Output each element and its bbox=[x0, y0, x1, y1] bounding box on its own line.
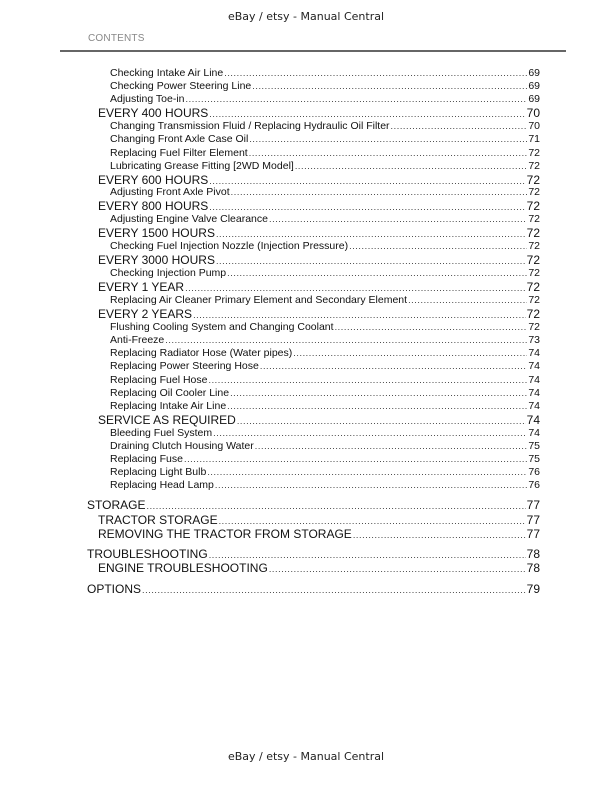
toc-entry-label: EVERY 1500 HOURS bbox=[98, 226, 215, 240]
dot-leader bbox=[269, 213, 527, 225]
toc-entry-label: REMOVING THE TRACTOR FROM STORAGE bbox=[98, 527, 352, 541]
toc-entry[interactable] bbox=[110, 334, 540, 346]
toc-entry-label: Replacing Fuel Filter Element bbox=[110, 147, 248, 159]
dot-leader bbox=[207, 466, 527, 478]
dot-leader bbox=[219, 513, 526, 527]
toc-entry-label: Checking Fuel Injection Nozzle (Injection Pressure) bbox=[110, 240, 349, 252]
toc-entry[interactable] bbox=[98, 527, 540, 541]
toc-entry[interactable] bbox=[110, 267, 540, 279]
toc-entry[interactable] bbox=[98, 561, 540, 575]
dot-leader bbox=[216, 253, 526, 267]
toc-entry[interactable] bbox=[98, 106, 540, 120]
dot-leader bbox=[260, 360, 527, 372]
toc-entry-page-number: 69 bbox=[528, 67, 540, 79]
toc-entry-label: SERVICE AS REQUIRED bbox=[98, 413, 236, 427]
dot-leader bbox=[186, 93, 528, 105]
toc-entry-label: Lubricating Grease Fitting [2WD Model] bbox=[110, 160, 294, 172]
toc-entry-page-number: 77 bbox=[526, 498, 540, 512]
toc-entry-label: Replacing Light Bulb bbox=[110, 466, 207, 478]
toc-entry-label: Replacing Oil Cooler Line bbox=[110, 387, 230, 399]
toc-entry-label: Flushing Cooling System and Changing Coolant bbox=[110, 321, 334, 333]
toc-entry-label: Checking Injection Pump bbox=[110, 267, 227, 279]
toc-entry-label: EVERY 400 HOURS bbox=[98, 106, 209, 120]
dot-leader bbox=[185, 280, 526, 294]
dot-leader bbox=[335, 321, 528, 333]
toc-entry[interactable] bbox=[110, 360, 540, 372]
toc-entry-page-number: 75 bbox=[528, 440, 540, 452]
toc-entry-page-number: 69 bbox=[528, 93, 540, 105]
toc-entry-label: EVERY 1 YEAR bbox=[98, 280, 185, 294]
toc-entry[interactable] bbox=[110, 374, 540, 386]
toc-entry-label: Replacing Power Steering Hose bbox=[110, 360, 259, 372]
dot-leader bbox=[142, 582, 526, 596]
dot-leader bbox=[269, 561, 526, 575]
toc-entry[interactable] bbox=[98, 513, 540, 527]
dot-leader bbox=[237, 413, 526, 427]
dot-leader bbox=[391, 120, 528, 132]
toc-entry-page-number: 72 bbox=[528, 240, 540, 252]
toc-entry-label: STORAGE bbox=[87, 498, 146, 512]
toc-entry-label: Replacing Fuse bbox=[110, 453, 183, 465]
toc-entry-page-number: 79 bbox=[526, 582, 540, 596]
toc-entry-page-number: 72 bbox=[526, 226, 540, 240]
toc-entry-page-number: 72 bbox=[528, 213, 540, 225]
toc-entry[interactable] bbox=[98, 199, 540, 213]
toc-entry-label: OPTIONS bbox=[87, 582, 142, 596]
toc-entry-page-number: 72 bbox=[528, 267, 540, 279]
toc-entry[interactable] bbox=[110, 479, 540, 491]
toc-entry-label: Adjusting Engine Valve Clearance bbox=[110, 213, 268, 225]
toc-entry-page-number: 72 bbox=[528, 160, 540, 172]
toc-entry[interactable] bbox=[87, 498, 540, 512]
page-footer-title: eBay / etsy - Manual Central bbox=[227, 750, 385, 763]
toc-entry-page-number: 74 bbox=[528, 347, 540, 359]
toc-entry-label: EVERY 800 HOURS bbox=[98, 199, 209, 213]
toc-entry-page-number: 76 bbox=[528, 466, 540, 478]
toc-entry[interactable] bbox=[87, 582, 540, 596]
dot-leader bbox=[230, 387, 527, 399]
toc-entry[interactable] bbox=[110, 67, 540, 79]
toc-entry-page-number: 75 bbox=[528, 453, 540, 465]
toc-entry[interactable] bbox=[87, 547, 540, 561]
dot-leader bbox=[213, 427, 527, 439]
dot-leader bbox=[146, 498, 525, 512]
toc-entry-page-number: 76 bbox=[528, 479, 540, 491]
toc-entry-label: EVERY 3000 HOURS bbox=[98, 253, 215, 267]
dot-leader bbox=[208, 374, 527, 386]
toc-entry-page-number: 72 bbox=[528, 147, 540, 159]
toc-entry[interactable] bbox=[110, 453, 540, 465]
dot-leader bbox=[209, 173, 525, 187]
toc-entry[interactable] bbox=[110, 321, 540, 333]
section-label-contents: CONTENTS bbox=[88, 33, 145, 44]
toc-entry[interactable] bbox=[110, 160, 540, 172]
toc-entry[interactable] bbox=[98, 253, 540, 267]
dot-leader bbox=[249, 133, 527, 145]
toc-entry[interactable] bbox=[98, 413, 540, 427]
toc-entry-label: ENGINE TROUBLESHOOTING bbox=[98, 561, 268, 575]
toc-entry[interactable] bbox=[110, 427, 540, 439]
toc-entry-page-number: 72 bbox=[528, 321, 540, 333]
toc-entry[interactable] bbox=[110, 133, 540, 145]
dot-leader bbox=[216, 226, 526, 240]
dot-leader bbox=[295, 160, 527, 172]
toc-entry[interactable] bbox=[110, 347, 540, 359]
toc-entry-page-number: 78 bbox=[526, 561, 540, 575]
toc-entry-label: Checking Power Steering Line bbox=[110, 80, 252, 92]
toc-entry-label: Changing Transmission Fluid / Replacing Hydraulic Oil Filter bbox=[110, 120, 390, 132]
toc-entry-page-number: 72 bbox=[526, 199, 540, 213]
toc-entry-label: TRACTOR STORAGE bbox=[98, 513, 218, 527]
toc-entry-page-number: 77 bbox=[526, 513, 540, 527]
toc-entry-label: Checking Intake Air Line bbox=[110, 67, 224, 79]
dot-leader bbox=[349, 240, 527, 252]
toc-entry-page-number: 78 bbox=[526, 547, 540, 561]
toc-entry[interactable] bbox=[110, 387, 540, 399]
toc-entry[interactable] bbox=[110, 147, 540, 159]
toc-entry-page-number: 72 bbox=[526, 307, 540, 321]
toc-entry-label: Bleeding Fuel System bbox=[110, 427, 213, 439]
toc-entry[interactable] bbox=[110, 93, 540, 105]
toc-entry[interactable] bbox=[110, 240, 540, 252]
toc-entry-label: Changing Front Axle Case Oil bbox=[110, 133, 249, 145]
dot-leader bbox=[184, 453, 527, 465]
toc-entry[interactable] bbox=[110, 466, 540, 478]
toc-entry-page-number: 74 bbox=[528, 427, 540, 439]
dot-leader bbox=[215, 479, 527, 491]
dot-leader bbox=[227, 267, 527, 279]
toc-entry-label: Replacing Air Cleaner Primary Element and Secondary Element bbox=[110, 294, 408, 306]
toc-entry[interactable] bbox=[98, 173, 540, 187]
toc-entry-page-number: 74 bbox=[526, 413, 540, 427]
dot-leader bbox=[193, 307, 526, 321]
toc-entry-page-number: 72 bbox=[526, 173, 540, 187]
toc-entry-label: Replacing Head Lamp bbox=[110, 479, 214, 491]
header-rule-divider bbox=[60, 50, 566, 52]
toc-entry-page-number: 72 bbox=[526, 280, 540, 294]
toc-entry[interactable] bbox=[110, 213, 540, 225]
toc-entry-label: Draining Clutch Housing Water bbox=[110, 440, 254, 452]
dot-leader bbox=[209, 547, 526, 561]
toc-entry-page-number: 70 bbox=[526, 106, 540, 120]
dot-leader bbox=[227, 400, 527, 412]
toc-entry-page-number: 77 bbox=[526, 527, 540, 541]
toc-entry-page-number: 74 bbox=[528, 374, 540, 386]
toc-entry-page-number: 70 bbox=[528, 120, 540, 132]
toc-entry-page-number: 71 bbox=[528, 133, 540, 145]
toc-entry-label: EVERY 600 HOURS bbox=[98, 173, 209, 187]
toc-entry[interactable] bbox=[110, 294, 540, 306]
toc-entry[interactable] bbox=[98, 307, 540, 321]
dot-leader bbox=[408, 294, 527, 306]
toc-entry-page-number: 74 bbox=[528, 360, 540, 372]
dot-leader bbox=[293, 347, 527, 359]
dot-leader bbox=[252, 80, 527, 92]
toc-entry-page-number: 74 bbox=[528, 400, 540, 412]
toc-entry-page-number: 69 bbox=[528, 80, 540, 92]
toc-entry[interactable] bbox=[110, 400, 540, 412]
toc-entry[interactable] bbox=[110, 186, 540, 198]
toc-entry-page-number: 72 bbox=[526, 253, 540, 267]
dot-leader bbox=[209, 106, 525, 120]
toc-entry-label: Replacing Radiator Hose (Water pipes) bbox=[110, 347, 293, 359]
toc-entry-label: Adjusting Front Axle Pivot bbox=[110, 186, 230, 198]
toc-entry-page-number: 72 bbox=[528, 186, 540, 198]
dot-leader bbox=[231, 186, 528, 198]
toc-entry-label: EVERY 2 YEARS bbox=[98, 307, 193, 321]
toc-entry[interactable] bbox=[110, 80, 540, 92]
toc-entry-page-number: 74 bbox=[528, 387, 540, 399]
toc-entry[interactable] bbox=[98, 226, 540, 240]
dot-leader bbox=[353, 527, 526, 541]
toc-entry-label: Replacing Intake Air Line bbox=[110, 400, 227, 412]
toc-entry-label: Adjusting Toe-in bbox=[110, 93, 185, 105]
toc-entry-label: Replacing Fuel Hose bbox=[110, 374, 208, 386]
toc-entry[interactable] bbox=[110, 440, 540, 452]
toc-entry[interactable] bbox=[110, 120, 540, 132]
page-header-title: eBay / etsy - Manual Central bbox=[227, 10, 385, 23]
dot-leader bbox=[165, 334, 527, 346]
toc-entry[interactable] bbox=[98, 280, 540, 294]
dot-leader bbox=[249, 147, 528, 159]
dot-leader bbox=[209, 199, 525, 213]
dot-leader bbox=[255, 440, 528, 452]
toc-entry-label: Anti-Freeze bbox=[110, 334, 165, 346]
toc-entry-label: TROUBLESHOOTING bbox=[87, 547, 208, 561]
dot-leader bbox=[224, 67, 527, 79]
toc-entry-page-number: 72 bbox=[528, 294, 540, 306]
toc-entry-page-number: 73 bbox=[528, 334, 540, 346]
